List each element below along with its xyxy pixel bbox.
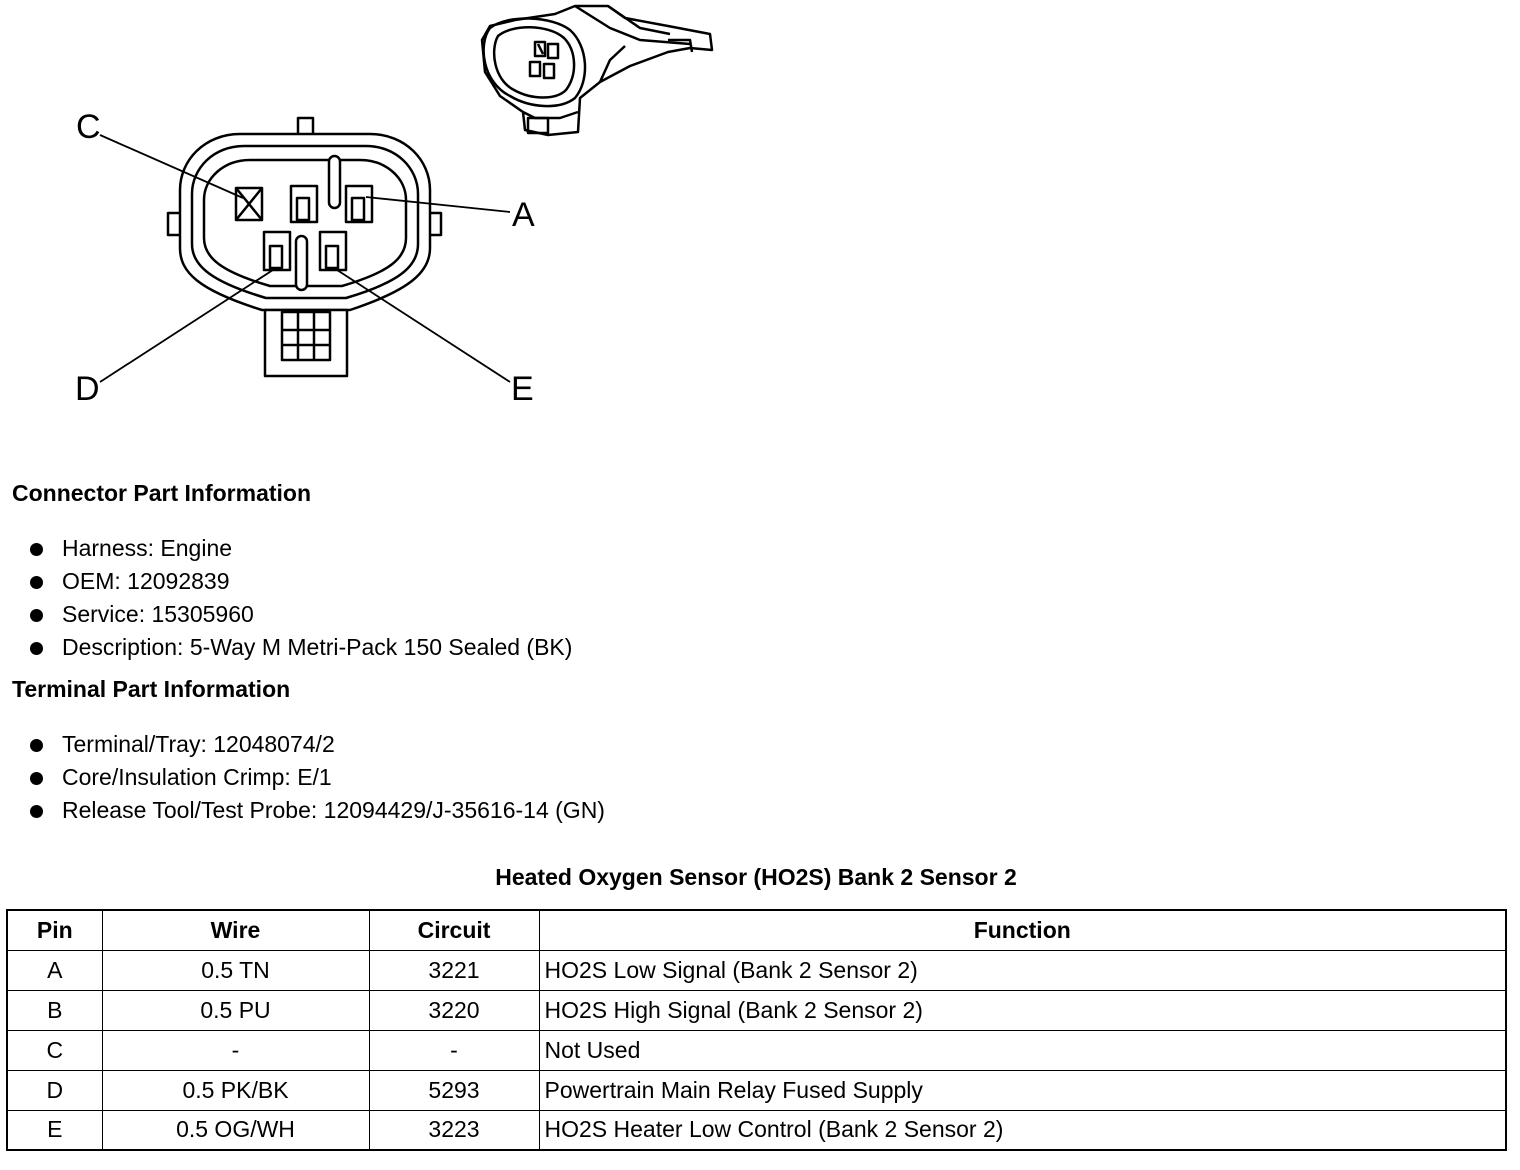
table-row <box>7 990 1506 1030</box>
pin-label-d: D <box>75 370 100 408</box>
list-item: Harness: Engine <box>30 532 572 565</box>
table-row <box>7 1030 1506 1070</box>
connector-face-view <box>168 118 441 376</box>
pin-label-e: E <box>511 370 534 408</box>
wire-cell: - <box>102 1030 369 1070</box>
table-title: Heated Oxygen Sensor (HO2S) Bank 2 Sensor 2 <box>495 864 1017 890</box>
terminal-info-title: Terminal Part Information <box>12 676 291 702</box>
list-item: Service: 15305960 <box>30 598 572 631</box>
pin-label-a: A <box>512 196 535 234</box>
table-header-row <box>7 910 1506 950</box>
connector-diagram <box>0 0 1520 460</box>
list-item: Core/Insulation Crimp: E/1 <box>30 761 605 794</box>
list-item: Terminal/Tray: 12048074/2 <box>30 728 605 761</box>
wire-cell: 0.5 OG/WH <box>102 1110 369 1150</box>
circuit-cell: - <box>369 1030 539 1070</box>
wire-cell: 0.5 PK/BK <box>102 1070 369 1110</box>
pin-cell: A <box>7 950 102 990</box>
function-cell: Powertrain Main Relay Fused Supply <box>539 1070 1506 1110</box>
pin-cell: B <box>7 990 102 1030</box>
function-cell: HO2S High Signal (Bank 2 Sensor 2) <box>539 990 1506 1030</box>
pin-cell: D <box>7 1070 102 1110</box>
list-item: Release Tool/Test Probe: 12094429/J-35616-14 (GN) <box>30 794 605 827</box>
circuit-cell: 5293 <box>369 1070 539 1110</box>
table-row <box>7 1070 1506 1110</box>
table-row <box>7 950 1506 990</box>
column-header-function: Function <box>539 910 1506 950</box>
list-item: Description: 5-Way M Metri-Pack 150 Sealed (BK) <box>30 631 572 664</box>
column-header-pin: Pin <box>7 910 102 950</box>
column-header-wire: Wire <box>102 910 369 950</box>
function-cell: Not Used <box>539 1030 1506 1070</box>
terminal-info-list <box>30 728 605 827</box>
connector-info-title: Connector Part Information <box>12 480 312 506</box>
function-cell: HO2S Heater Low Control (Bank 2 Sensor 2) <box>539 1110 1506 1150</box>
connector-3d-illustration <box>482 6 712 135</box>
circuit-cell: 3220 <box>369 990 539 1030</box>
circuit-cell: 3221 <box>369 950 539 990</box>
table-row <box>7 1110 1506 1150</box>
list-item: OEM: 12092839 <box>30 565 572 598</box>
connector-info-list <box>30 532 572 664</box>
circuit-cell: 3223 <box>369 1110 539 1150</box>
pinout-table <box>6 909 1507 1151</box>
pin-label-c: C <box>76 108 101 146</box>
wire-cell: 0.5 PU <box>102 990 369 1030</box>
column-header-circuit: Circuit <box>369 910 539 950</box>
pin-cell: C <box>7 1030 102 1070</box>
function-cell: HO2S Low Signal (Bank 2 Sensor 2) <box>539 950 1506 990</box>
pin-cell: E <box>7 1110 102 1150</box>
wire-cell: 0.5 TN <box>102 950 369 990</box>
